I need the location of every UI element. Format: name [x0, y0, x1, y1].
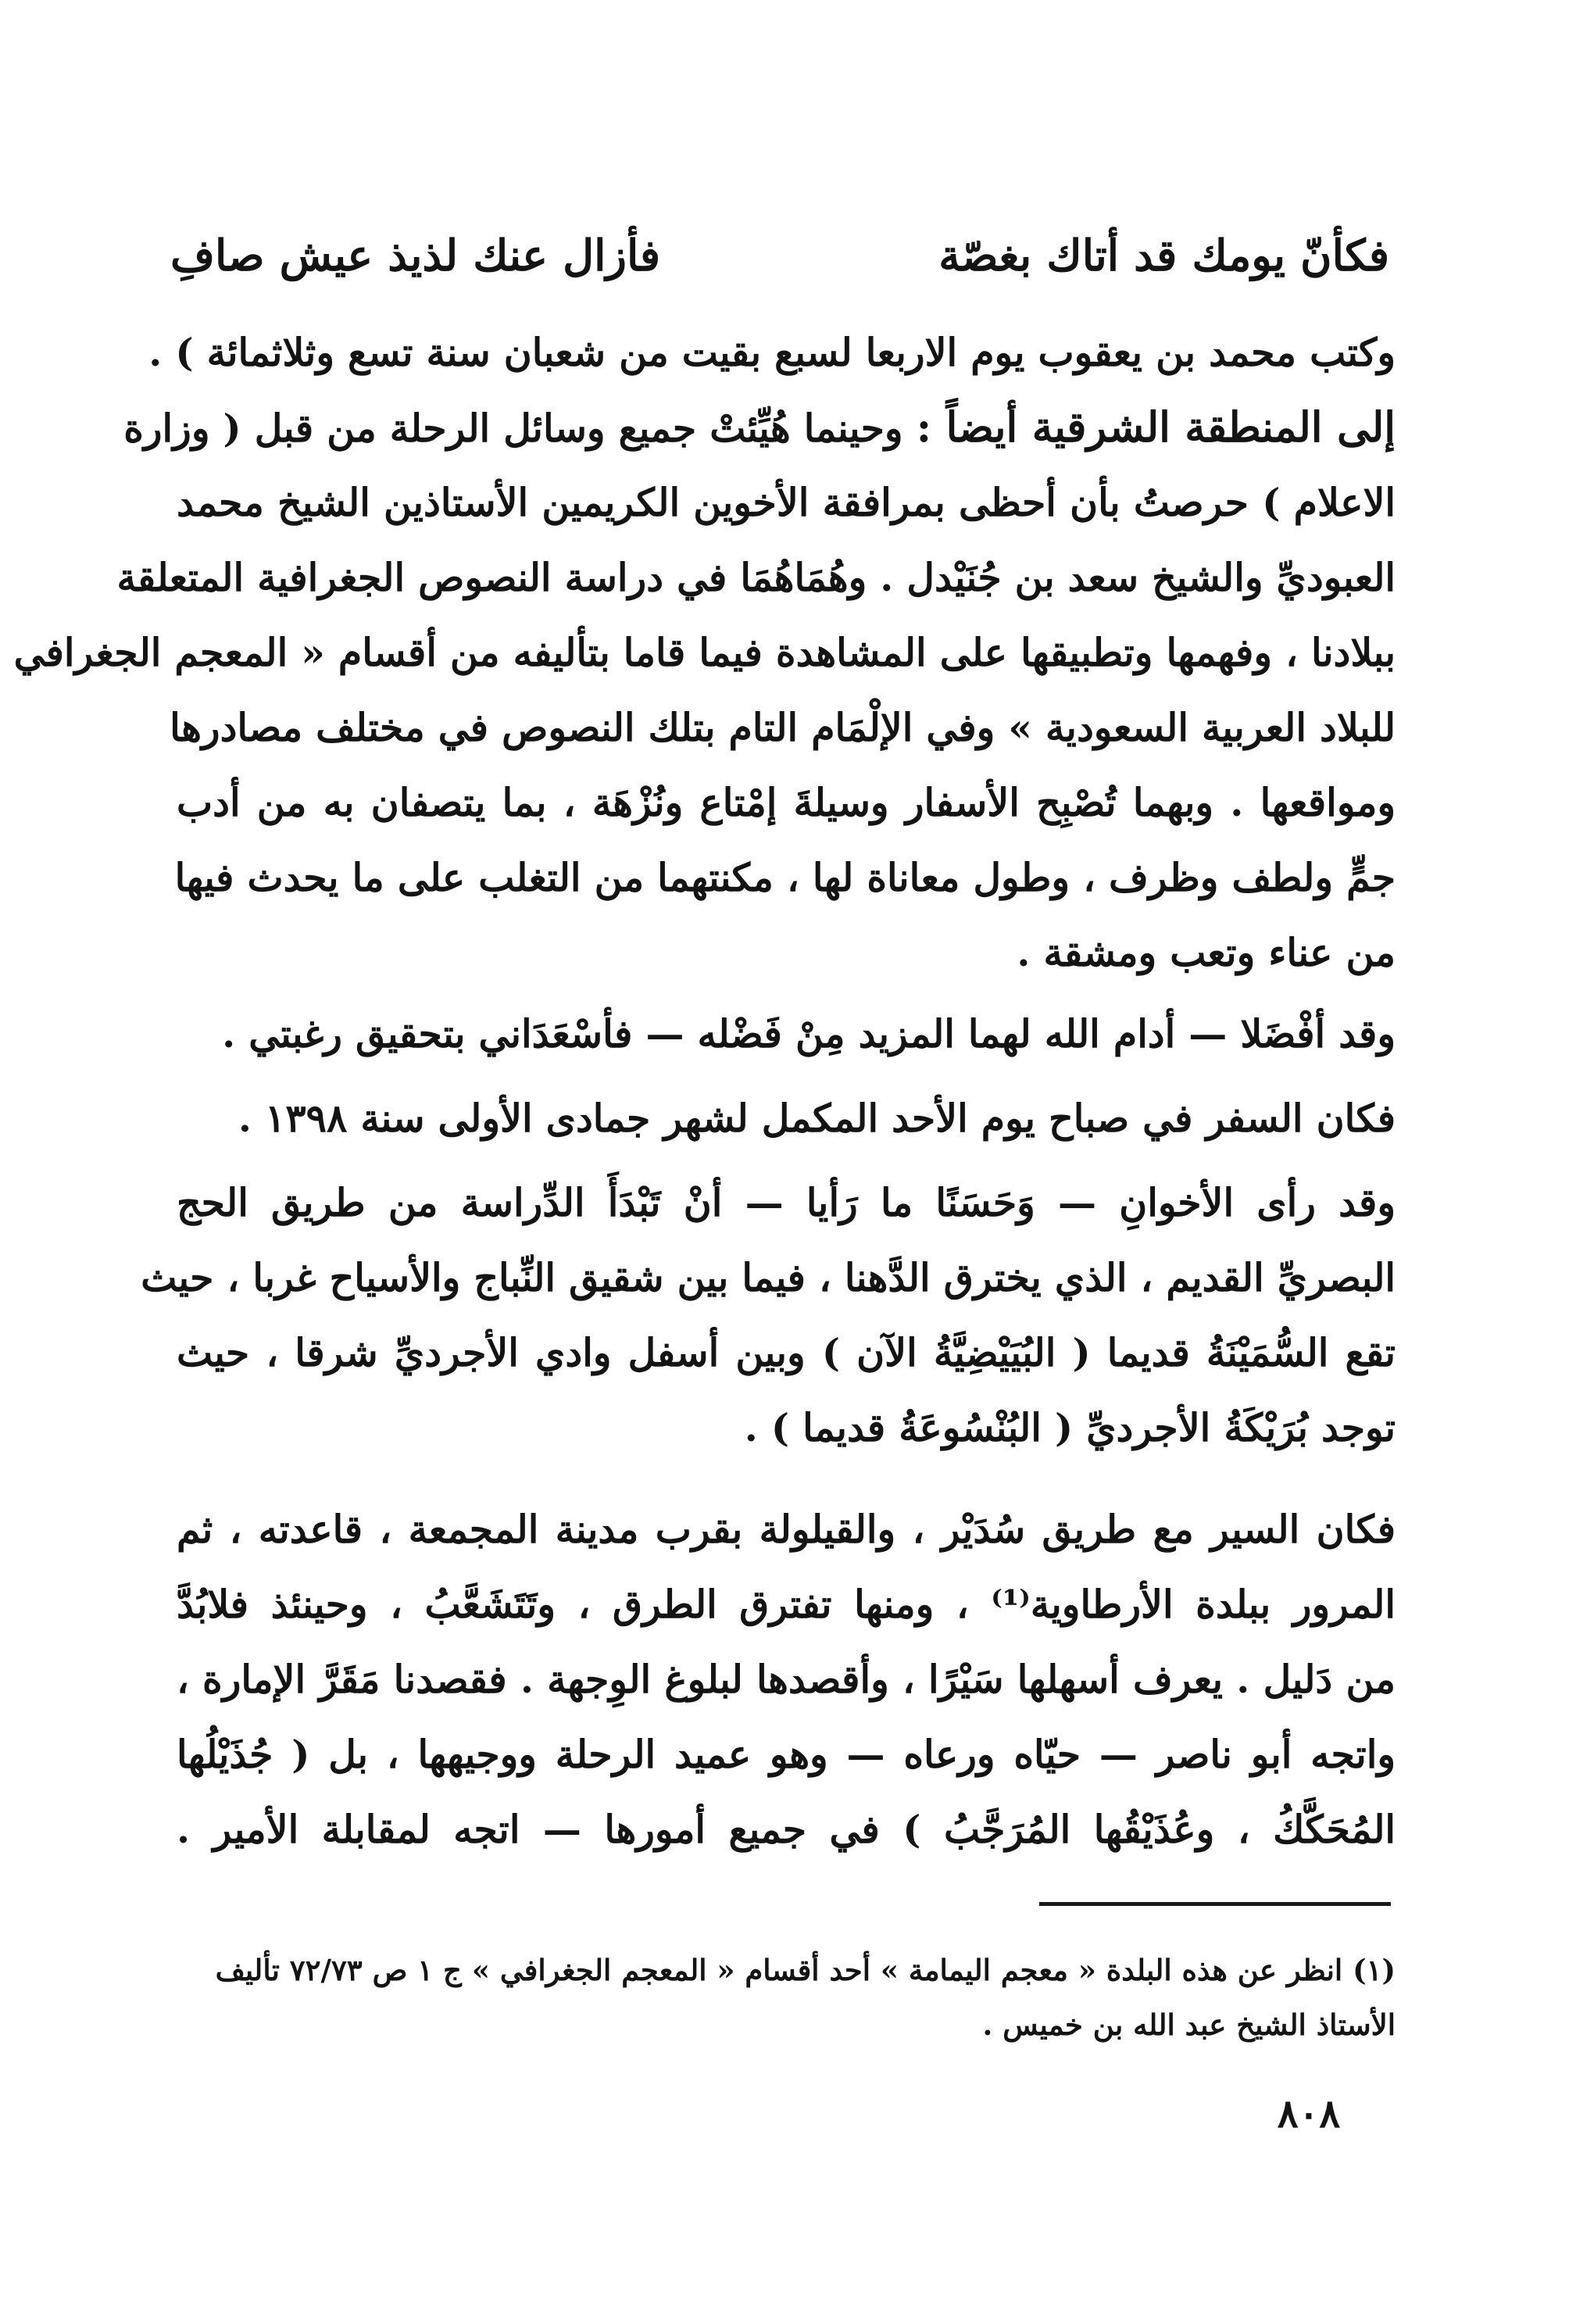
verse-first-hemistich: فكأنّ يومك قد أتاك بغصّة: [938, 230, 1389, 281]
body-line: تقع السُّمَيْنَةُ قديما ( البُيَيْضِيَّةُ الآن ) وبين أسفل وادي الأجرديِّ شرقا ، حيث: [177, 1330, 1396, 1375]
footnote-line: (١) انظر عن هذه البلدة « معجم اليمامة » أحد أقسام « المعجم الجغرافي » ج ١ ص ٧٢/٧٣ تأليف: [215, 1953, 1396, 1987]
body-line: فكان السير مع طريق سُدَيْر ، والقيلولة بقرب مدينة المجمعة ، قاعدته ، ثم: [177, 1507, 1396, 1552]
body-line: البصريِّ القديم ، الذي يخترق الدَّهنا ، فيما بين شقيق النِّباج والأسياح غربا ، حيث: [141, 1255, 1396, 1300]
body-line: وقد رأى الأخوانِ — وَحَسَنًا ما رَأيا — أنْ تَبْدَأَ الدِّراسة من طريق الحج: [177, 1180, 1396, 1225]
verse-second-hemistich: فأزال عنك لذيذ عيش صافِ: [170, 230, 661, 281]
body-line: المرور ببلدة الأرطاوية⁽¹⁾ ، ومنها تفترق الطرق ، وتَتَشَعَّبُ ، وحينئذ فلابُدَّ: [177, 1582, 1396, 1627]
footnote-line: الأستاذ الشيخ عبد الله بن خميس .: [982, 2008, 1396, 2042]
footnote-separator: [1039, 1902, 1391, 1906]
section-heading-line: [123, 397, 1396, 458]
body-line: جمٍّ ولطف وظرف ، وطول معاناة لها ، مكنتهما من التغلب على ما يحدث فيها: [174, 855, 1396, 900]
body-line: وحينما هُيِّئتْ جميع وسائل الرحلة من قبل ( وزارة: [123, 406, 903, 451]
body-line: وكتب محمد بن يعقوب يوم الاربعا لسبع بقيت من شعبان سنة تسع وثلاثمائة ) .: [148, 330, 1396, 375]
body-line: للبلاد العربية السعودية » وفي الإلْمَام التام بتلك النصوص في مختلف مصادرها: [170, 705, 1396, 750]
body-line: ببلادنا ، وفهمها وتطبيقها على المشاهدة فيما قاما بتأليفه من أقسام « المعجم الجغرافي: [13, 630, 1396, 675]
section-heading: إلى المنطقة الشرقية أيضاً :: [916, 403, 1396, 452]
paragraph-end-line: توجد بُرَيْكَةُ الأجرديِّ ( البُنْسُوعَةُ قديما ) .: [744, 1405, 1396, 1450]
paragraph-line: وقد أفْضَلا — أدام الله لهما المزيد مِنْ فَضْله — فأسْعَدَاني بتحقيق رغبتي .: [222, 1011, 1396, 1057]
body-line: واتجه أبو ناصر — حيّاه ورعاه — وهو عميد الرحلة ووجيهها ، بل ( جُذَيْلُها: [177, 1732, 1396, 1777]
page-number: ٨٠٨: [1277, 2090, 1341, 2136]
body-line: العبوديِّ والشيخ سعد بن جُنَيْدل . وهُمَاهُمَا في دراسة النصوص الجغرافية المتعلقة: [116, 555, 1396, 600]
paragraph-line: فكان السفر في صباح يوم الأحد المكمل لشهر جمادى الأولى سنة ١٣٩٨ .: [238, 1096, 1396, 1141]
body-line: ومواقعها . وبهما تُصْبِح الأسفار وسيلةَ إمْتاع ونُزْهَة ، بما يتصفان به من أدب: [177, 780, 1396, 825]
body-line: من دَليل . يعرف أسهلها سَيْرًا ، وأقصدها لبلوغ الوِجهة . فقصدنا مَقَرَّ الإمارة ،: [177, 1657, 1396, 1702]
body-line: المُحَكَّكُ ، وعُذَيْقُها المُرَجَّبُ ) في جميع أمورها — اتجه لمقابلة الأمير .: [177, 1807, 1396, 1852]
paragraph-end-line: من عناء وتعب ومشقة .: [1017, 930, 1396, 975]
body-line: الاعلام ) حرصتُ بأن أحظى بمرافقة الأخوين الكريمين الأستاذين الشيخ محمد: [177, 480, 1396, 525]
poetry-verse: [170, 220, 1389, 291]
